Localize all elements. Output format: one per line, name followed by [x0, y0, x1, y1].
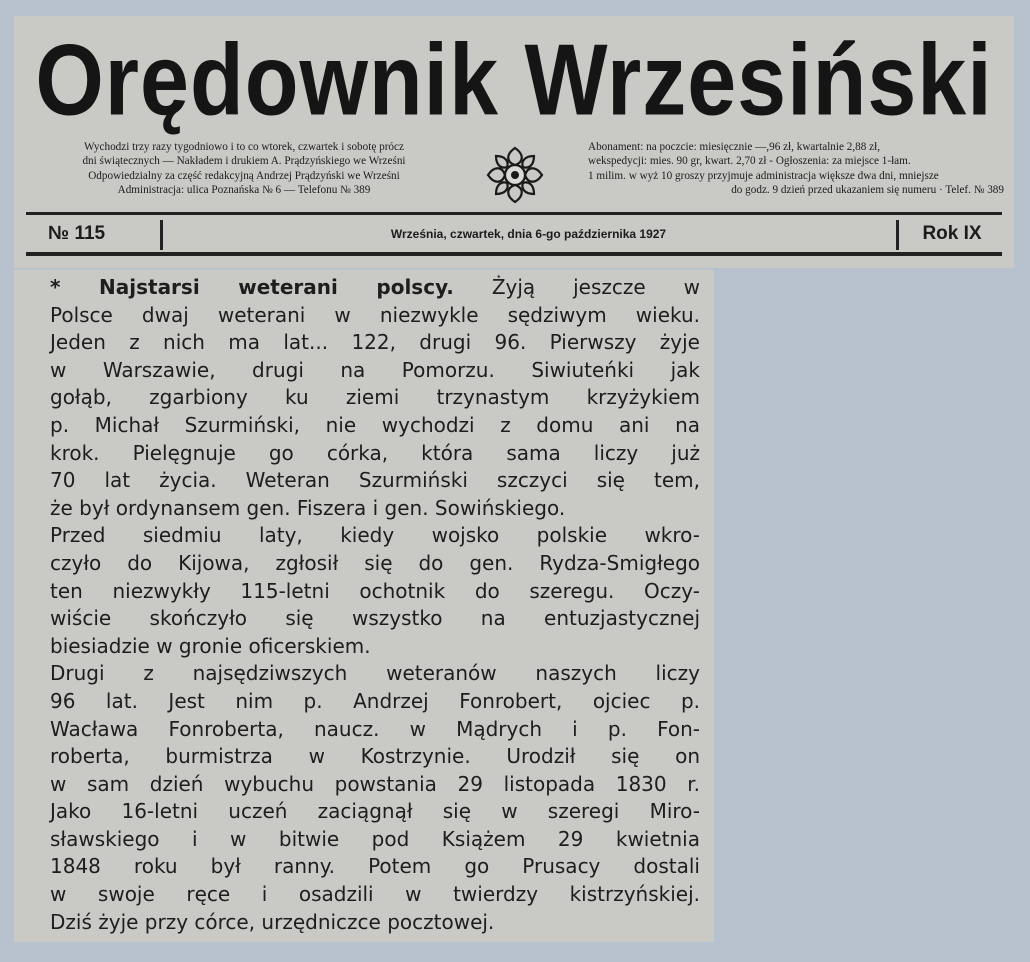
newspaper-title: Orędownik Wrzesiński	[35, 22, 993, 137]
text-line: Przed siedmiu laty, kiedy wojsko polskie wkro-	[50, 523, 700, 548]
info-line: dni świątecznych — Nakładem i drukiem A. Prądzyńskiego we Wrześni	[82, 155, 406, 168]
volume-year: Rok IX	[922, 223, 982, 244]
text-line: w sam dzień wybuchu powstania 29 listopada 1830 r.	[50, 771, 700, 796]
article-paragraph	[30, 274, 700, 522]
text-line: sławskiego i w bitwie pod Książem 29 kwietnia	[50, 826, 700, 851]
text-line: Jako 16-letni uczeń zaciągnął się w szeregi Miro-	[50, 799, 700, 824]
text-line: Jeden z nich ma lat... 122, drugi 96. Pierwszy żyje	[50, 330, 700, 355]
text-line: czyło do Kijowa, zgłosił się do gen. Rydza-Smigłego	[50, 550, 700, 575]
info-line: wekspedycji: mies. 90 gr, kwart. 2,70 zł - Ogłoszenia: za miejsce 1-łam.	[588, 155, 911, 168]
subscription-info	[588, 140, 1004, 197]
info-line: do godz. 9 dzień przed ukazaniem się numeru · Telef. № 389	[731, 183, 1004, 196]
text-line: w swoje ręce i osadzili w twierdzy kistrzyńskiej.	[50, 882, 700, 907]
info-line: Odpowiedzialny za część redakcyjną Andrzej Prądzyński we Wrześni	[88, 169, 400, 182]
divider	[896, 220, 899, 250]
text-line: wiście skończyło się wszystko na entuzjastycznej	[50, 606, 700, 631]
masthead-rule	[26, 252, 1002, 256]
article-paragraph	[30, 660, 700, 936]
text-line: w Warszawie, drugi na Pomorzu. Siwiuteńki jak	[50, 357, 700, 382]
article-clipping	[14, 270, 714, 942]
text-line: 96 lat. Jest nim p. Andrzej Fonrobert, ojciec p.	[50, 688, 700, 713]
info-line: Wychodzi trzy razy tygodniowo i to co wtorek, czwartek i sobotę prócz	[84, 141, 404, 153]
text-line: Dziś żyje przy córce, urzędniczce pocztowej.	[50, 909, 495, 934]
rose-emblem-icon	[480, 140, 550, 210]
text-line: 70 lat życia. Weteran Szurmiński szczyci się tem,	[50, 468, 700, 493]
issue-date: Września, czwartek, dnia 6-go października 1927	[390, 227, 667, 241]
newspaper-masthead	[14, 16, 1014, 268]
divider	[160, 220, 163, 250]
article-paragraph	[30, 522, 700, 660]
info-line: 1 milim. w wyż 10 groszy przyjmuje administracja większe dwa dni, mniejsze	[588, 169, 939, 182]
article-headline: * Najstarsi weterani polscy.	[50, 275, 454, 299]
issue-bar	[26, 220, 1002, 248]
text-line: gołąb, zgarbiony ku ziemi trzynastym krzyżykiem	[50, 385, 700, 410]
text-line: ten niezwykły 115-letni ochotnik do szeregu. Oczy-	[50, 578, 700, 603]
text-line: biesiadzie w gronie oficerskiem.	[50, 633, 371, 658]
info-line: Abonament: na poczcie: miesięcznie —,96 zł, kwartalnie 2,88 zł,	[588, 141, 881, 153]
publication-info	[24, 140, 464, 197]
text-line: Polsce dwaj weterani w niezwykle sędziwym wieku.	[50, 302, 700, 327]
text-line: że był ordynansem gen. Fiszera i gen. Sowińskiego.	[50, 495, 566, 520]
text-line: 1848 roku był ranny. Potem go Prusacy dostali	[50, 854, 700, 879]
masthead-rule	[26, 212, 1002, 215]
text-line: krok. Pielęgnuje go córka, która sama liczy już	[50, 440, 700, 465]
text-line: Żyją jeszcze w	[453, 275, 700, 299]
text-line: Wacława Fonroberta, naucz. w Mądrych i p. Fon-	[50, 716, 700, 741]
text-line: Drugi z najsędziwszych weteranów naszych liczy	[50, 661, 700, 686]
text-line: roberta, burmistrza w Kostrzynie. Urodził się on	[50, 744, 700, 769]
text-line: p. Michał Szurmiński, nie wychodzi z domu ani na	[50, 412, 700, 437]
article-body	[30, 274, 700, 936]
issue-number: № 115	[48, 223, 106, 244]
info-line: Administracja: ulica Poznańska № 6 — Telefonu № 389	[117, 183, 371, 196]
